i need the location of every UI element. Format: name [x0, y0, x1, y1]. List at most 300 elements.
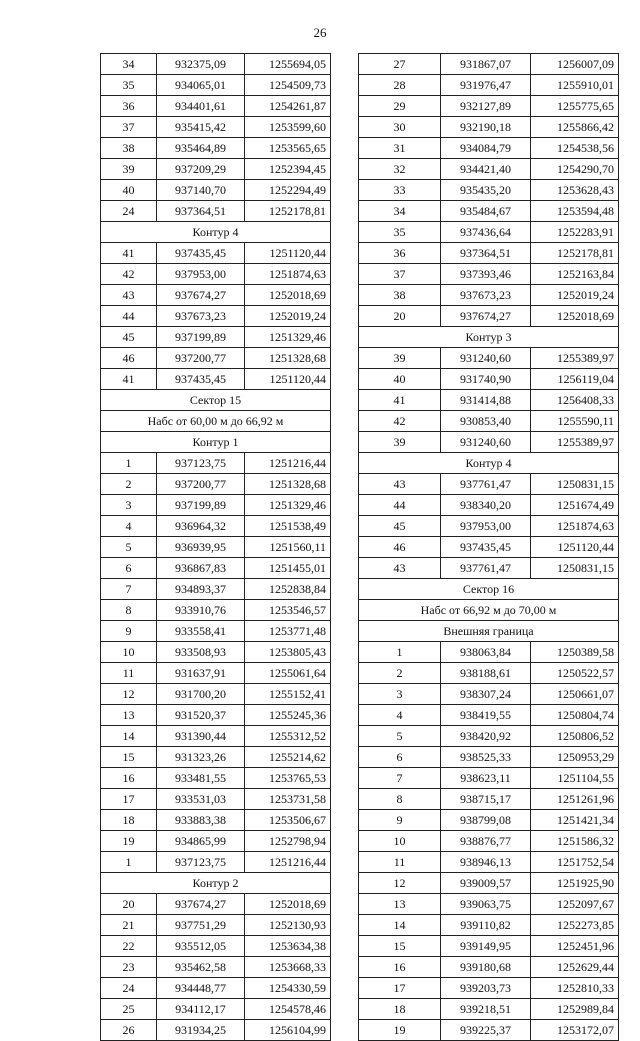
- point-number-cell: 30: [359, 117, 441, 138]
- x-coordinate-cell: 931637,91: [157, 663, 245, 684]
- x-coordinate-cell: 931414,88: [441, 390, 531, 411]
- y-coordinate-cell: 1252451,96: [531, 936, 619, 957]
- table-row: [101, 684, 331, 705]
- table-row: [359, 915, 619, 936]
- point-number-cell: 1: [359, 642, 441, 663]
- y-coordinate-cell: 1253565,65: [245, 138, 331, 159]
- table-row: [359, 768, 619, 789]
- table-row: [101, 768, 331, 789]
- point-number-cell: 40: [101, 180, 157, 201]
- sector-height-row: [359, 600, 619, 621]
- y-coordinate-cell: 1254509,73: [245, 75, 331, 96]
- x-coordinate-cell: 934401,61: [157, 96, 245, 117]
- point-number-cell: 38: [101, 138, 157, 159]
- y-coordinate-cell: 1250661,07: [531, 684, 619, 705]
- table-row: [359, 705, 619, 726]
- table-row: [359, 306, 619, 327]
- x-coordinate-cell: 937140,70: [157, 180, 245, 201]
- table-row: [359, 852, 619, 873]
- x-coordinate-cell: 933910,76: [157, 600, 245, 621]
- table-row: [101, 558, 331, 579]
- table-row: [359, 411, 619, 432]
- point-number-cell: 13: [101, 705, 157, 726]
- x-coordinate-cell: 938623,11: [441, 768, 531, 789]
- point-number-cell: 27: [359, 54, 441, 75]
- contour-header-row: [359, 453, 619, 474]
- x-coordinate-cell: 938419,55: [441, 705, 531, 726]
- y-coordinate-cell: 1253506,67: [245, 810, 331, 831]
- x-coordinate-cell: 939149,95: [441, 936, 531, 957]
- x-coordinate-cell: 937751,29: [157, 915, 245, 936]
- point-number-cell: 16: [101, 768, 157, 789]
- table-row: [359, 726, 619, 747]
- contour-header-row: [359, 327, 619, 348]
- table-row: [359, 138, 619, 159]
- table-row: [359, 684, 619, 705]
- point-number-cell: 1: [101, 852, 157, 873]
- x-coordinate-cell: 932190,18: [441, 117, 531, 138]
- y-coordinate-cell: 1250831,15: [531, 474, 619, 495]
- point-number-cell: 25: [101, 999, 157, 1020]
- point-number-cell: 37: [359, 264, 441, 285]
- table-row: [359, 978, 619, 999]
- table-row: [101, 579, 331, 600]
- y-coordinate-cell: 1252018,69: [245, 285, 331, 306]
- y-coordinate-cell: 1255775,65: [531, 96, 619, 117]
- y-coordinate-cell: 1254261,87: [245, 96, 331, 117]
- point-number-cell: 22: [101, 936, 157, 957]
- sector-title: Сектор 15: [101, 390, 331, 411]
- point-number-cell: 12: [359, 873, 441, 894]
- point-number-cell: 20: [359, 306, 441, 327]
- y-coordinate-cell: 1252394,45: [245, 159, 331, 180]
- point-number-cell: 9: [359, 810, 441, 831]
- y-coordinate-cell: 1253634,38: [245, 936, 331, 957]
- point-number-cell: 46: [359, 537, 441, 558]
- y-coordinate-cell: 1256408,33: [531, 390, 619, 411]
- x-coordinate-cell: 937761,47: [441, 558, 531, 579]
- sector-height-row: [101, 411, 331, 432]
- y-coordinate-cell: 1251328,68: [245, 474, 331, 495]
- point-number-cell: 41: [359, 390, 441, 411]
- x-coordinate-cell: 937435,45: [157, 243, 245, 264]
- table-row: [101, 201, 331, 222]
- point-number-cell: 36: [101, 96, 157, 117]
- y-coordinate-cell: 1255214,62: [245, 747, 331, 768]
- y-coordinate-cell: 1252097,67: [531, 894, 619, 915]
- y-coordinate-cell: 1253628,43: [531, 180, 619, 201]
- point-number-cell: 43: [359, 558, 441, 579]
- coordinates-table-left: [100, 53, 331, 1041]
- x-coordinate-cell: 931976,47: [441, 75, 531, 96]
- x-coordinate-cell: 938876,77: [441, 831, 531, 852]
- y-coordinate-cell: 1254538,56: [531, 138, 619, 159]
- y-coordinate-cell: 1251120,44: [531, 537, 619, 558]
- x-coordinate-cell: 935512,05: [157, 936, 245, 957]
- table-row: [101, 894, 331, 915]
- y-coordinate-cell: 1250522,57: [531, 663, 619, 684]
- point-number-cell: 24: [101, 201, 157, 222]
- sector-title-row: [359, 579, 619, 600]
- point-number-cell: 32: [359, 159, 441, 180]
- y-coordinate-cell: 1255694,05: [245, 54, 331, 75]
- table-row: [101, 306, 331, 327]
- x-coordinate-cell: 938188,61: [441, 663, 531, 684]
- y-coordinate-cell: 1250806,52: [531, 726, 619, 747]
- point-number-cell: 37: [101, 117, 157, 138]
- contour-header: Внешняя граница: [359, 621, 619, 642]
- table-row: [101, 642, 331, 663]
- point-number-cell: 19: [359, 1020, 441, 1041]
- y-coordinate-cell: 1255389,97: [531, 348, 619, 369]
- table-row: [101, 1020, 331, 1041]
- x-coordinate-cell: 931390,44: [157, 726, 245, 747]
- y-coordinate-cell: 1255910,01: [531, 75, 619, 96]
- x-coordinate-cell: 937199,89: [157, 327, 245, 348]
- point-number-cell: 5: [101, 537, 157, 558]
- table-row: [101, 600, 331, 621]
- table-row: [101, 180, 331, 201]
- point-number-cell: 9: [101, 621, 157, 642]
- y-coordinate-cell: 1255061,64: [245, 663, 331, 684]
- point-number-cell: 45: [359, 516, 441, 537]
- table-row: [101, 474, 331, 495]
- table-row: [101, 495, 331, 516]
- point-number-cell: 41: [101, 243, 157, 264]
- point-number-cell: 44: [359, 495, 441, 516]
- point-number-cell: 18: [101, 810, 157, 831]
- x-coordinate-cell: 937674,27: [157, 285, 245, 306]
- table-row: [359, 936, 619, 957]
- y-coordinate-cell: 1255389,97: [531, 432, 619, 453]
- x-coordinate-cell: 938307,24: [441, 684, 531, 705]
- point-number-cell: 1: [101, 453, 157, 474]
- y-coordinate-cell: 1251421,34: [531, 810, 619, 831]
- contour-header: Контур 2: [101, 873, 331, 894]
- x-coordinate-cell: 937674,27: [441, 306, 531, 327]
- x-coordinate-cell: 934065,01: [157, 75, 245, 96]
- point-number-cell: 42: [101, 264, 157, 285]
- y-coordinate-cell: 1253668,33: [245, 957, 331, 978]
- table-row: [359, 957, 619, 978]
- point-number-cell: 29: [359, 96, 441, 117]
- contour-header-row: [101, 873, 331, 894]
- x-coordinate-cell: 938525,33: [441, 747, 531, 768]
- table-row: [101, 369, 331, 390]
- x-coordinate-cell: 937953,00: [157, 264, 245, 285]
- point-number-cell: 45: [101, 327, 157, 348]
- table-row: [359, 159, 619, 180]
- x-coordinate-cell: 937436,64: [441, 222, 531, 243]
- point-number-cell: 38: [359, 285, 441, 306]
- contour-header-row: [359, 621, 619, 642]
- table-row: [359, 369, 619, 390]
- x-coordinate-cell: 939225,37: [441, 1020, 531, 1041]
- y-coordinate-cell: 1255590,11: [531, 411, 619, 432]
- x-coordinate-cell: 937123,75: [157, 453, 245, 474]
- point-number-cell: 43: [101, 285, 157, 306]
- table-row: [101, 705, 331, 726]
- point-number-cell: 31: [359, 138, 441, 159]
- table-row: [101, 138, 331, 159]
- table-row: [101, 978, 331, 999]
- coordinates-table-right: [358, 53, 619, 1041]
- point-number-cell: 8: [101, 600, 157, 621]
- table-row: [359, 222, 619, 243]
- table-row: [101, 264, 331, 285]
- table-row: [101, 75, 331, 96]
- x-coordinate-cell: 939218,51: [441, 999, 531, 1020]
- point-number-cell: 24: [101, 978, 157, 999]
- table-row: [359, 873, 619, 894]
- point-number-cell: 3: [359, 684, 441, 705]
- table-row: [359, 999, 619, 1020]
- table-row: [359, 831, 619, 852]
- sector-title-row: [101, 390, 331, 411]
- y-coordinate-cell: 1251104,55: [531, 768, 619, 789]
- x-coordinate-cell: 938340,20: [441, 495, 531, 516]
- y-coordinate-cell: 1256104,99: [245, 1020, 331, 1041]
- contour-header: Контур 1: [101, 432, 331, 453]
- point-number-cell: 36: [359, 243, 441, 264]
- x-coordinate-cell: 933531,03: [157, 789, 245, 810]
- y-coordinate-cell: 1256007,09: [531, 54, 619, 75]
- table-row: [359, 474, 619, 495]
- point-number-cell: 13: [359, 894, 441, 915]
- x-coordinate-cell: 939180,68: [441, 957, 531, 978]
- y-coordinate-cell: 1251752,54: [531, 852, 619, 873]
- table-row: [359, 810, 619, 831]
- y-coordinate-cell: 1250953,29: [531, 747, 619, 768]
- x-coordinate-cell: 933508,93: [157, 642, 245, 663]
- y-coordinate-cell: 1256119,04: [531, 369, 619, 390]
- table-row: [359, 537, 619, 558]
- y-coordinate-cell: 1251261,96: [531, 789, 619, 810]
- y-coordinate-cell: 1251674,49: [531, 495, 619, 516]
- y-coordinate-cell: 1252989,84: [531, 999, 619, 1020]
- x-coordinate-cell: 931867,07: [441, 54, 531, 75]
- y-coordinate-cell: 1252018,69: [531, 306, 619, 327]
- table-row: [101, 999, 331, 1020]
- table-row: [101, 348, 331, 369]
- table-row: [101, 117, 331, 138]
- table-row: [101, 243, 331, 264]
- table-row: [101, 537, 331, 558]
- point-number-cell: 34: [101, 54, 157, 75]
- table-row: [101, 621, 331, 642]
- point-number-cell: 34: [359, 201, 441, 222]
- point-number-cell: 11: [101, 663, 157, 684]
- x-coordinate-cell: 939203,73: [441, 978, 531, 999]
- x-coordinate-cell: 934448,77: [157, 978, 245, 999]
- point-number-cell: 14: [359, 915, 441, 936]
- point-number-cell: 46: [101, 348, 157, 369]
- point-number-cell: 17: [359, 978, 441, 999]
- table-row: [359, 558, 619, 579]
- y-coordinate-cell: 1254330,59: [245, 978, 331, 999]
- y-coordinate-cell: 1251538,49: [245, 516, 331, 537]
- table-row: [101, 327, 331, 348]
- x-coordinate-cell: 935464,89: [157, 138, 245, 159]
- x-coordinate-cell: 939009,57: [441, 873, 531, 894]
- point-number-cell: 19: [101, 831, 157, 852]
- x-coordinate-cell: 933481,55: [157, 768, 245, 789]
- table-row: [101, 831, 331, 852]
- table-row: [101, 915, 331, 936]
- point-number-cell: 23: [101, 957, 157, 978]
- y-coordinate-cell: 1251216,44: [245, 453, 331, 474]
- x-coordinate-cell: 937435,45: [441, 537, 531, 558]
- table-row: [359, 894, 619, 915]
- y-coordinate-cell: 1250389,58: [531, 642, 619, 663]
- contour-header-row: [101, 432, 331, 453]
- x-coordinate-cell: 931934,25: [157, 1020, 245, 1041]
- point-number-cell: 5: [359, 726, 441, 747]
- table-row: [101, 54, 331, 75]
- y-coordinate-cell: 1253599,60: [245, 117, 331, 138]
- sector-height-range: Набс от 60,00 м до 66,92 м: [101, 411, 331, 432]
- table-row: [359, 1020, 619, 1041]
- x-coordinate-cell: 934893,37: [157, 579, 245, 600]
- point-number-cell: 3: [101, 495, 157, 516]
- point-number-cell: 4: [101, 516, 157, 537]
- sector-height-range: Набс от 66,92 м до 70,00 м: [359, 600, 619, 621]
- point-number-cell: 8: [359, 789, 441, 810]
- x-coordinate-cell: 931323,26: [157, 747, 245, 768]
- table-row: [359, 201, 619, 222]
- y-coordinate-cell: 1251586,32: [531, 831, 619, 852]
- x-coordinate-cell: 937393,46: [441, 264, 531, 285]
- table-row: [359, 432, 619, 453]
- point-number-cell: 35: [101, 75, 157, 96]
- y-coordinate-cell: 1254578,46: [245, 999, 331, 1020]
- y-coordinate-cell: 1252178,81: [531, 243, 619, 264]
- point-number-cell: 44: [101, 306, 157, 327]
- point-number-cell: 15: [101, 747, 157, 768]
- table-row: [359, 264, 619, 285]
- x-coordinate-cell: 937364,51: [441, 243, 531, 264]
- point-number-cell: 33: [359, 180, 441, 201]
- y-coordinate-cell: 1252838,84: [245, 579, 331, 600]
- table-row: [101, 285, 331, 306]
- x-coordinate-cell: 937123,75: [157, 852, 245, 873]
- table-row: [359, 75, 619, 96]
- y-coordinate-cell: 1251120,44: [245, 369, 331, 390]
- x-coordinate-cell: 938799,08: [441, 810, 531, 831]
- contour-header: Контур 3: [359, 327, 619, 348]
- x-coordinate-cell: 937435,45: [157, 369, 245, 390]
- x-coordinate-cell: 934865,99: [157, 831, 245, 852]
- x-coordinate-cell: 933883,38: [157, 810, 245, 831]
- point-number-cell: 39: [359, 348, 441, 369]
- x-coordinate-cell: 932375,09: [157, 54, 245, 75]
- x-coordinate-cell: 938715,17: [441, 789, 531, 810]
- y-coordinate-cell: 1252130,93: [245, 915, 331, 936]
- table-row: [359, 117, 619, 138]
- contour-header: Контур 4: [101, 222, 331, 243]
- y-coordinate-cell: 1251120,44: [245, 243, 331, 264]
- y-coordinate-cell: 1250804,74: [531, 705, 619, 726]
- contour-header: Контур 4: [359, 453, 619, 474]
- table-row: [101, 726, 331, 747]
- y-coordinate-cell: 1251216,44: [245, 852, 331, 873]
- y-coordinate-cell: 1251560,11: [245, 537, 331, 558]
- y-coordinate-cell: 1252283,91: [531, 222, 619, 243]
- point-number-cell: 16: [359, 957, 441, 978]
- contour-header-row: [101, 222, 331, 243]
- point-number-cell: 11: [359, 852, 441, 873]
- x-coordinate-cell: 937761,47: [441, 474, 531, 495]
- y-coordinate-cell: 1252629,44: [531, 957, 619, 978]
- point-number-cell: 2: [101, 474, 157, 495]
- x-coordinate-cell: 935415,42: [157, 117, 245, 138]
- table-row: [359, 495, 619, 516]
- y-coordinate-cell: 1253172,07: [531, 1020, 619, 1041]
- table-row: [359, 642, 619, 663]
- table-row: [359, 348, 619, 369]
- point-number-cell: 35: [359, 222, 441, 243]
- x-coordinate-cell: 934084,79: [441, 138, 531, 159]
- point-number-cell: 2: [359, 663, 441, 684]
- y-coordinate-cell: 1254290,70: [531, 159, 619, 180]
- table-row: [359, 516, 619, 537]
- x-coordinate-cell: 937200,77: [157, 348, 245, 369]
- table-row: [359, 663, 619, 684]
- sector-title: Сектор 16: [359, 579, 619, 600]
- x-coordinate-cell: 937209,29: [157, 159, 245, 180]
- x-coordinate-cell: 938946,13: [441, 852, 531, 873]
- y-coordinate-cell: 1253805,43: [245, 642, 331, 663]
- y-coordinate-cell: 1253771,48: [245, 621, 331, 642]
- x-coordinate-cell: 931520,37: [157, 705, 245, 726]
- table-row: [101, 516, 331, 537]
- table-row: [359, 747, 619, 768]
- x-coordinate-cell: 934112,17: [157, 999, 245, 1020]
- point-number-cell: 39: [359, 432, 441, 453]
- table-row: [359, 390, 619, 411]
- point-number-cell: 10: [101, 642, 157, 663]
- point-number-cell: 15: [359, 936, 441, 957]
- y-coordinate-cell: 1252798,94: [245, 831, 331, 852]
- table-row: [101, 747, 331, 768]
- point-number-cell: 7: [101, 579, 157, 600]
- table-row: [101, 453, 331, 474]
- x-coordinate-cell: 937674,27: [157, 894, 245, 915]
- y-coordinate-cell: 1255152,41: [245, 684, 331, 705]
- x-coordinate-cell: 931240,60: [441, 432, 531, 453]
- y-coordinate-cell: 1252810,33: [531, 978, 619, 999]
- y-coordinate-cell: 1250831,15: [531, 558, 619, 579]
- x-coordinate-cell: 936939,95: [157, 537, 245, 558]
- x-coordinate-cell: 937364,51: [157, 201, 245, 222]
- point-number-cell: 21: [101, 915, 157, 936]
- table-row: [101, 159, 331, 180]
- table-row: [359, 180, 619, 201]
- y-coordinate-cell: 1251329,46: [245, 327, 331, 348]
- table-row: [359, 285, 619, 306]
- y-coordinate-cell: 1251329,46: [245, 495, 331, 516]
- x-coordinate-cell: 938420,92: [441, 726, 531, 747]
- point-number-cell: 43: [359, 474, 441, 495]
- y-coordinate-cell: 1253594,48: [531, 201, 619, 222]
- point-number-cell: 4: [359, 705, 441, 726]
- point-number-cell: 20: [101, 894, 157, 915]
- point-number-cell: 42: [359, 411, 441, 432]
- point-number-cell: 28: [359, 75, 441, 96]
- table-row: [101, 957, 331, 978]
- x-coordinate-cell: 936964,32: [157, 516, 245, 537]
- point-number-cell: 26: [101, 1020, 157, 1041]
